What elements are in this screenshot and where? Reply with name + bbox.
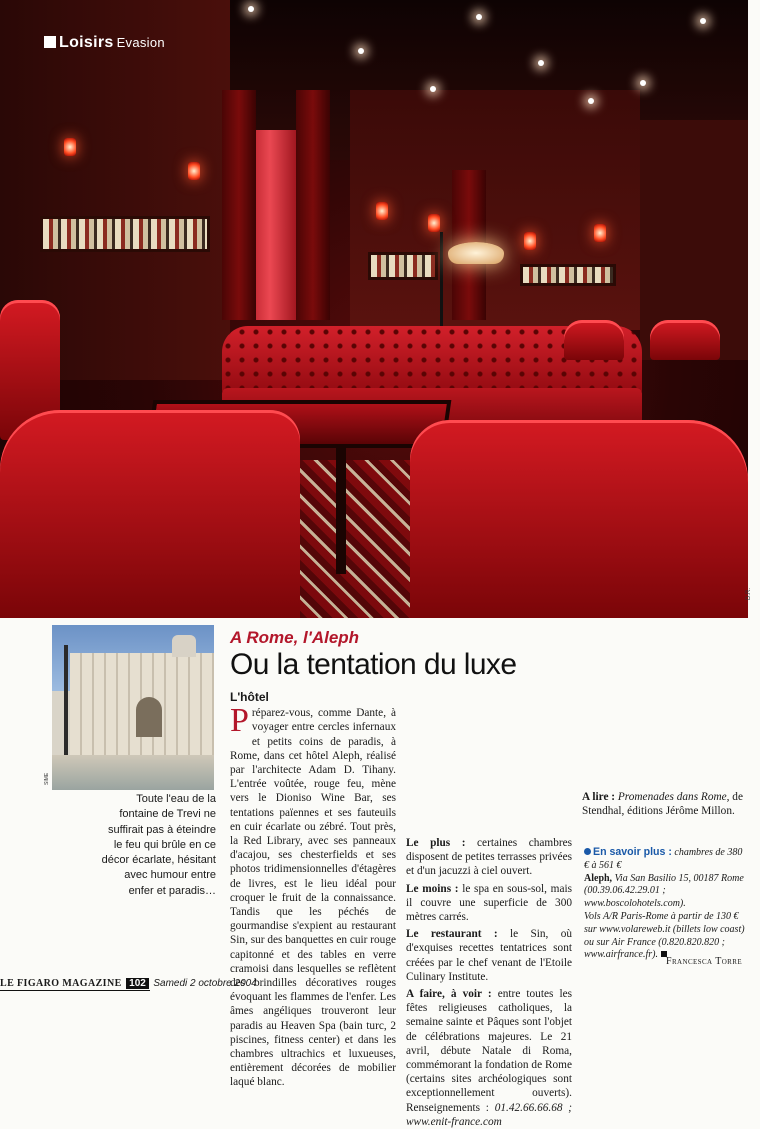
photo-curtain (296, 90, 330, 320)
info-address: Via San Basilio 15, 00187 Rome (00.39.06.42.29.01 ; www.boscolohotels.com). (584, 872, 744, 910)
trevi-basin (52, 755, 214, 790)
subsection-label: Evasion (116, 35, 165, 50)
moins-text: le spa en sous-sol, mais il couvre une superficie de 300 mètres carrés. (406, 882, 573, 924)
info-flights: Vols A/R Paris-Rome à partir de 130 € sur www.volareweb.it (billets low coast) ou sur Air France (0.820.820.820 ; www.airfrance.fr). (584, 910, 745, 961)
issue-date: Samedi 2 octobre 2004 (153, 978, 257, 989)
section-label: Loisirs (59, 34, 114, 51)
ceiling-spotlight-icon (640, 80, 646, 86)
photo-caption: Toute l'eau de la fontaine de Trevi ne suffirait pas à éteindre le feu qui brûle en ce décor écarlate, hésitant avec humour entre enfer et paradis… (101, 793, 216, 897)
restaurant-label: Le restaurant : (406, 928, 498, 941)
floor-lamp-icon (448, 242, 504, 264)
article-author: Francesca Torre (666, 956, 742, 967)
blue-bullet-icon (584, 848, 591, 855)
ceiling-spotlight-icon (358, 48, 364, 54)
moins-paragraph (406, 882, 572, 925)
ceiling-spotlight-icon (248, 6, 254, 12)
plus-text: certaines chambres disposent de petites terrasses privées et d'un jacuzzi à ciel ouvert. (406, 837, 573, 878)
ceiling-spotlight-icon (538, 60, 544, 66)
faire-text: entre toutes les fêtes religieuses catholiques, la semaine sainte et Pâques sont l'objet de célébrations majeures. Le 21 avril, débute Natale di Roma, commémorant la fondation de Rome (certains sites archéologiques sont exceptionnellement ouverts). Renseignements : (406, 988, 573, 1114)
faire-label: A faire, à voir : (406, 988, 492, 1001)
article-column-1 (230, 690, 396, 1090)
article-title: Ou la tentation du luxe (230, 648, 517, 681)
a-lire-paragraph (582, 790, 748, 818)
article-column-2 (406, 836, 572, 1129)
wall-sconce-icon (428, 214, 440, 232)
info-hotel-name: Aleph, (584, 872, 613, 884)
photo-wall-center (350, 90, 640, 330)
photo-armchair (0, 410, 300, 618)
section-header (44, 34, 165, 52)
photo-bookshelf (368, 252, 438, 280)
square-bullet-icon (44, 36, 56, 48)
photo-curtain (222, 90, 256, 320)
wall-sconce-icon (594, 224, 606, 242)
photo-credit: D.R. (746, 588, 752, 600)
street-lamp-icon (64, 645, 68, 765)
ceiling-spotlight-icon (588, 98, 594, 104)
trevi-arch (136, 697, 162, 737)
plus-paragraph (406, 836, 572, 879)
page-number: 102 (126, 978, 149, 989)
wall-sconce-icon (524, 232, 536, 250)
a-lire-label: A lire : (582, 791, 616, 803)
plus-label: Le plus : (406, 837, 466, 849)
ceiling-spotlight-icon (476, 14, 482, 20)
book-title: Promenades dans Rome, (617, 791, 730, 803)
floor-lamp-pole (440, 232, 443, 332)
article-intro-paragraph (230, 702, 396, 1089)
restaurant-text: le Sin, où d'exquises recettes tentatrices sont créées par le chef venant de l'Etoile Culinary Institute. (406, 928, 572, 983)
photo-armchair (410, 420, 748, 618)
faire-paragraph (406, 987, 572, 1129)
practical-info-box (584, 846, 748, 962)
article-column-3 (582, 790, 748, 818)
wall-sconce-icon (376, 202, 388, 220)
faire-contact: 01.42.66.66.68 ; www.enit-france.com (406, 1101, 572, 1128)
photo-armchair (650, 320, 720, 360)
article-subhead: L'hôtel (230, 690, 269, 704)
drop-cap: P (230, 702, 249, 740)
photo-armchair (564, 320, 624, 360)
restaurant-paragraph (406, 927, 572, 984)
book-details: de Stendhal, éditions Jérôme Millon. (582, 791, 743, 818)
info-rooms: chambres de 380 € à 561 € (584, 847, 743, 871)
ceiling-spotlight-icon (430, 86, 436, 92)
wall-sconce-icon (64, 138, 76, 156)
magazine-name: LE FIGARO MAGAZINE (0, 978, 122, 989)
trevi-statue (172, 635, 196, 657)
photo-bookshelf (520, 264, 616, 286)
info-lead: En savoir plus : (593, 846, 672, 858)
article-intro-text: réparez-vous, comme Dante, à voyager entre cercles infernaux et petits coins de paradis, à Rome, dans cet hôtel Aleph, réalisé par l'architecte Adam D. Tihany. L'entrée voûtée, rouge feu, mène vers le Dioniso Wine Bar, ses tentations païennes et ses fauteuils en cuir écarlate ou zébré. Tout près, la Red Library, avec ses panneaux d'acajou, ses chesterfields et ses photos tridimensionnelles d'étagères de livres, est le lieu idéal pour croquer le fruit de la connaissance. Tandis que les péchés de gourmandise s'expient au restaurant Sin, sur des banquettes en cuir rouge capitonné et des tables en verre cramoisi dans lesquelles se reflètent des brindilles décoratives rouges évoquant les flammes de l'enfer. Les âmes angéliques trouveront leur paradis au Heaven Spa (bain turc, 2 piscines, fitness center) et dans les chambres ultrachics et luxueuses, entièrement décorées de mobilier laqué blanc. (230, 707, 396, 1089)
photo-bookshelf (40, 216, 210, 252)
ceiling-spotlight-icon (700, 18, 706, 24)
thumbnail-credit: SIME (44, 772, 50, 785)
article-kicker: A Rome, l'Aleph (230, 628, 360, 647)
trevi-fountain-photo (52, 625, 214, 790)
wall-sconce-icon (188, 162, 200, 180)
moins-label: Le moins : (406, 882, 459, 895)
footer-rule (0, 990, 150, 991)
photo-table-leg (336, 444, 346, 574)
